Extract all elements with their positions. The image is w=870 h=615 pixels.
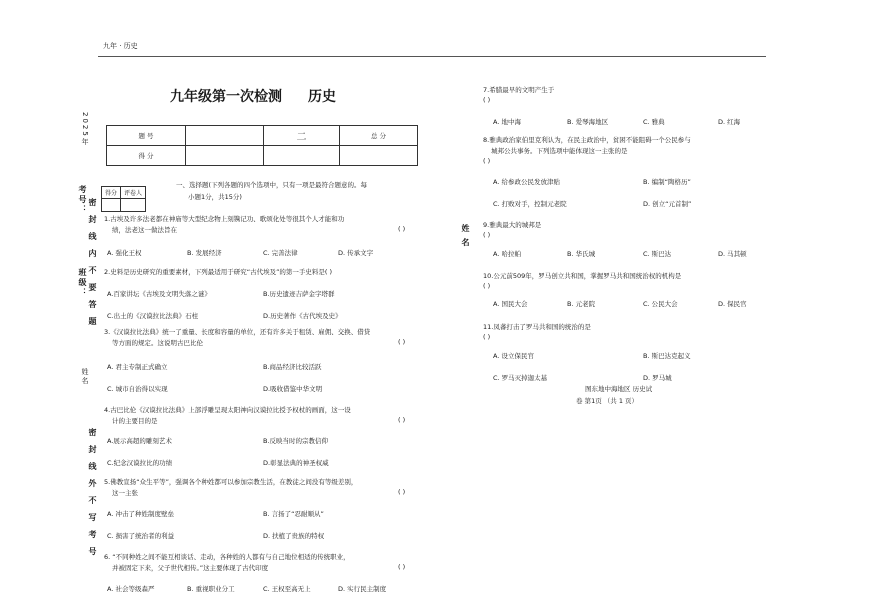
question-text: 11.凤蕃打击了罗马共和国的统治的是 — [483, 323, 591, 331]
answer-parentheses[interactable]: ( ) — [398, 563, 406, 571]
score-label-question: 题 号 — [107, 126, 186, 146]
answer-option[interactable]: A. 冲击了种姓制度壁垒 — [107, 510, 174, 518]
answer-parentheses[interactable]: ( ) — [483, 333, 491, 341]
footer-line1: 图东地中海地区 历史试 — [585, 385, 653, 393]
question-text: 4.古巴比伦《汉谟拉比法典》上部浮雕呈现太阳神向汉谟拉比授予权杖的画面，这一设 — [104, 406, 351, 414]
answer-option[interactable]: C.出土的《汉谟拉比法典》石柱 — [107, 312, 199, 320]
answer-option[interactable]: D. 实行民主制度 — [338, 585, 387, 593]
binding-exam-no: 考号： — [78, 185, 87, 215]
score-table — [106, 125, 418, 166]
answer-option[interactable]: C. 罗马灭掉迦太基 — [493, 374, 548, 382]
answer-option[interactable]: C. 斯巴达 — [643, 250, 672, 258]
answer-option[interactable]: B. 元老院 — [567, 300, 596, 308]
answer-option[interactable]: A. 给参政公民发放津贴 — [493, 178, 560, 186]
question-text: 9.雅典最大的城邦是 — [483, 221, 542, 229]
answer-option[interactable]: A. 设立保民官 — [493, 352, 534, 360]
answer-option[interactable]: D. 马其顿 — [718, 250, 747, 258]
answer-parentheses[interactable]: ( ) — [483, 231, 491, 239]
answer-option[interactable]: C. 雅典 — [643, 118, 665, 126]
answer-option[interactable]: B. 言扬了“忍耐顺从” — [263, 510, 324, 518]
seal-line-bottom: 密封线外不写考号 — [88, 428, 97, 564]
header-rule — [98, 56, 766, 57]
answer-option[interactable]: C. 打败对手，控制元老院 — [493, 200, 567, 208]
seal-line-top: 密封线内不要答题 — [88, 198, 97, 334]
score-cell — [186, 126, 264, 146]
question-text: 10.公元前509年，罗马创立共和国，掌握罗马共和国统治权的机构是 — [483, 272, 682, 280]
grader-score-label: 得分 — [102, 187, 121, 199]
answer-option[interactable]: D. 传承文字 — [338, 249, 374, 257]
answer-parentheses[interactable]: ( ) — [398, 338, 406, 346]
answer-option[interactable]: D.彰显法典的神圣权威 — [263, 459, 329, 467]
answer-option[interactable]: D. 红海 — [718, 118, 741, 126]
name-label: 姓名 — [461, 224, 470, 252]
section-heading-line2: 小题1分，共15分) — [188, 193, 242, 201]
answer-option[interactable]: A. 社会等级森严 — [107, 585, 155, 593]
answer-option[interactable]: A.展示高超的雕刻艺术 — [107, 437, 172, 445]
question-text: 并被固定下来，父子世代相传。”这主要体现了古代印度 — [112, 564, 269, 572]
score-total-label: 总 分 — [340, 126, 418, 146]
answer-option[interactable]: B. 发展经济 — [187, 249, 222, 257]
answer-option[interactable]: A. 地中海 — [493, 118, 521, 126]
answer-option[interactable]: C.纪念汉谟拉比的功绩 — [107, 459, 173, 467]
answer-option[interactable]: B.商品经济比较活跃 — [263, 363, 322, 371]
question-text: 等方面的规定。这说明古巴比伦 — [112, 339, 203, 347]
question-text: 绩，法老这一做法旨在 — [112, 226, 177, 234]
score-col-two: 二 — [264, 126, 340, 146]
score-cell[interactable] — [340, 146, 418, 166]
question-text: 5.佛教宣扬“众生平等”，强调各个种姓都可以参加宗教生活，在教徒之间没有等级差别， — [104, 478, 358, 486]
score-label-points: 得 分 — [107, 146, 186, 166]
answer-option[interactable]: B. 爱琴海地区 — [567, 118, 609, 126]
answer-option[interactable]: B. 编制“陶格历” — [643, 178, 691, 186]
answer-option[interactable]: B. 华氏城 — [567, 250, 596, 258]
question-text: 6. “不同种姓之间不能互相谈话、走动，各种姓的人都有与自己地位相适的传统职业， — [104, 553, 350, 561]
answer-option[interactable]: A.百家讲坛《古埃及文明失落之谜》 — [107, 290, 211, 298]
answer-parentheses[interactable]: ( ) — [483, 157, 491, 165]
answer-option[interactable]: C. 完善法律 — [263, 249, 298, 257]
answer-option[interactable]: A. 君主专制正式确立 — [107, 363, 168, 371]
answer-option[interactable]: C. 城市自治得以实现 — [107, 385, 168, 393]
answer-option[interactable]: C. 公民大会 — [643, 300, 678, 308]
page-header: 九年 · 历史 — [103, 42, 138, 50]
binding-year: 2025年 — [81, 112, 89, 147]
question-text: 1.古埃及许多法老都在神庙等大型纪念物上刻镌记功、歌颂化处等很其个人才能和功 — [104, 215, 345, 223]
answer-option[interactable]: D. 保民官 — [718, 300, 747, 308]
answer-option[interactable]: D.吸收借鉴中华文明 — [263, 385, 323, 393]
answer-option[interactable]: B.反映当时的宗教信仰 — [263, 437, 329, 445]
answer-parentheses[interactable]: ( ) — [483, 282, 491, 290]
answer-parentheses[interactable]: ( ) — [398, 225, 406, 233]
answer-option[interactable]: D.历史著作《古代埃及史》 — [263, 312, 342, 320]
score-cell[interactable] — [186, 146, 264, 166]
question-text: 3.《汉谟拉比法典》统一了重量、长度和容量的单位，还有许多关于租赁、雇佣、交换、借贷 — [104, 328, 371, 336]
answer-option[interactable]: C. 损害了统治者的利益 — [107, 532, 175, 540]
question-text: 这一主张 — [112, 489, 138, 497]
exam-title-subject: 历史 — [308, 89, 336, 105]
section-heading-line1: 一、选择题(下列各题的四个选项中，只有一项是最符合题意的。每 — [176, 181, 368, 189]
exam-title — [170, 86, 336, 106]
grader-table — [101, 186, 146, 212]
question-text: 7.希腊最早的文明产生于 — [483, 86, 555, 94]
exam-title-main: 九年级第一次检测 — [170, 89, 282, 105]
question-text: 计的主要目的是 — [112, 417, 158, 425]
binding-name: 姓名 — [81, 368, 89, 386]
score-cell[interactable] — [264, 146, 340, 166]
question-text: 城邦公共事务。下列选项中能体现这一主张的是 — [491, 147, 628, 155]
answer-option[interactable]: A. 强化王权 — [107, 249, 142, 257]
answer-option[interactable]: A. 国民大会 — [493, 300, 528, 308]
grader-name-cell[interactable] — [121, 199, 146, 212]
answer-option[interactable]: D. 罗马城 — [643, 374, 672, 382]
answer-option[interactable]: B. 重视职业分工 — [187, 585, 235, 593]
answer-option[interactable]: A. 哈拉帕 — [493, 250, 521, 258]
question-text: 2.史料是历史研究的重要素材，下列最适用于研究“古代埃及”的第一手史料是( ) — [104, 268, 333, 276]
answer-parentheses[interactable]: ( ) — [398, 416, 406, 424]
answer-option[interactable]: C. 王权至高无上 — [263, 585, 311, 593]
grader-name-label: 评卷人 — [121, 187, 146, 199]
binding-class: 班级： — [78, 268, 87, 298]
answer-option[interactable]: D. 创立“元首制” — [643, 200, 692, 208]
answer-option[interactable]: B.历史遗迹吉萨金字塔群 — [263, 290, 335, 298]
question-text: 8.雅典政治家伯里克利认为，在民主政治中，贫困不能阻碍一个公民参与 — [483, 136, 691, 144]
grader-score-cell[interactable] — [102, 199, 121, 212]
answer-parentheses[interactable]: ( ) — [398, 488, 406, 496]
answer-option[interactable]: D. 扶植了贵族的特权 — [263, 532, 325, 540]
footer-line2: 卷 第1页 （共 1 页） — [576, 397, 639, 405]
answer-parentheses[interactable]: ( ) — [483, 96, 491, 104]
answer-option[interactable]: B. 斯巴达克起义 — [643, 352, 691, 360]
